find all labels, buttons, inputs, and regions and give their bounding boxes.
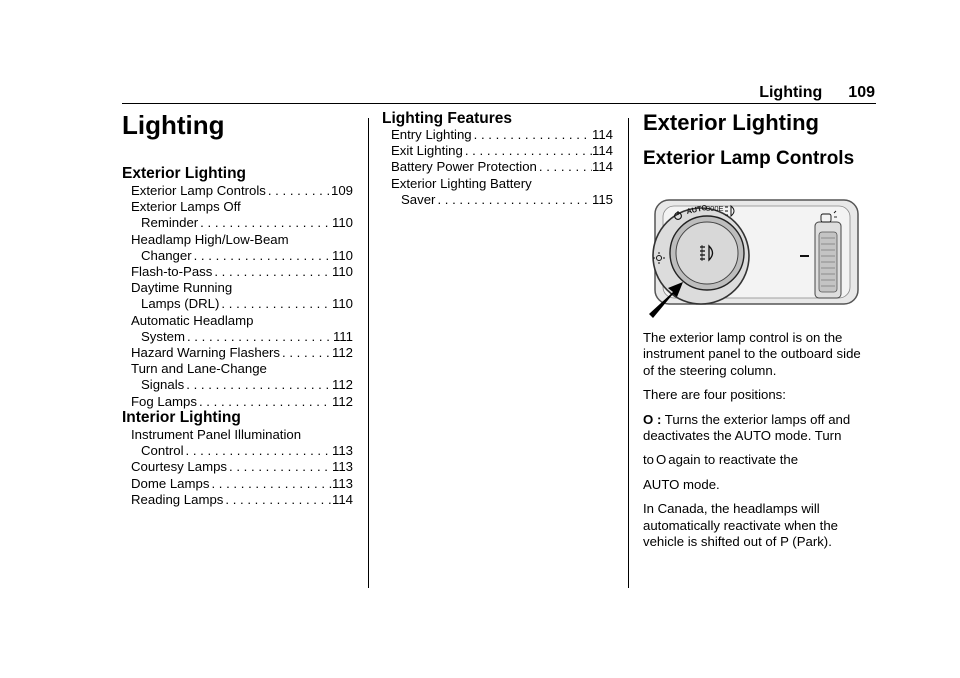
toc-leader-dots (266, 183, 331, 199)
toc-leader-dots (185, 329, 333, 345)
toc-entry[interactable] (131, 427, 353, 459)
body-text (643, 330, 869, 558)
toc-leader-dots (472, 127, 592, 143)
toc-entry[interactable] (131, 345, 353, 361)
toc-entry-page: 115 (591, 191, 613, 207)
toc-leader-dots (463, 143, 592, 159)
toc-entry-page: 113 (331, 475, 353, 491)
toc-leader-dots (192, 248, 332, 264)
toc-leader-dots (212, 264, 332, 280)
running-header (759, 84, 875, 102)
column-divider (628, 118, 629, 588)
toc-entry-page: 110 (331, 247, 353, 263)
toc-entry-page: 112 (331, 393, 353, 409)
toc-entry[interactable] (131, 232, 353, 264)
toc-leader-dots (280, 345, 332, 361)
toc-heading-exterior: Exterior Lighting (122, 165, 246, 182)
colon: : (656, 411, 662, 427)
toc-leader-dots (227, 459, 332, 475)
toc-entry-line1: Turn and Lane-Change (131, 361, 267, 377)
toc-entry-page: 111 (332, 328, 353, 344)
toc-leader-dots (184, 377, 332, 393)
toc-entry[interactable] (391, 127, 613, 143)
toc-entry-line1: Automatic Headlamp (131, 312, 254, 328)
toc-entry[interactable] (131, 183, 353, 199)
toc-entry[interactable] (131, 280, 353, 312)
toc-leader-dots (223, 492, 332, 508)
toc-leader-dots (209, 476, 332, 492)
toc-entry-title: Control (141, 443, 184, 459)
toc-entry-title: Courtesy Lamps (131, 459, 228, 475)
toc-heading-interior: Interior Lighting (122, 409, 241, 426)
header-rule (122, 103, 876, 104)
dial-label-parking: 300E (706, 204, 724, 213)
subsection-title: Exterior Lamp Controls (643, 148, 855, 169)
toc-entry-page: 114 (591, 159, 613, 175)
page-number: 109 (848, 84, 875, 101)
toc-entry-title: Entry Lighting (391, 127, 472, 142)
toc-leader-dots (197, 394, 332, 410)
lamp-control-figure (643, 190, 868, 320)
toc-entry-page: 114 (591, 143, 613, 159)
chapter-title: Lighting (122, 110, 225, 140)
header-section: Lighting (759, 84, 823, 101)
toc-leader-dots (537, 159, 592, 175)
off-symbol-icon: O (643, 411, 654, 427)
toc-entry-page: 114 (331, 491, 353, 507)
paragraph-off (643, 412, 869, 445)
toc-entry-line1: Headlamp High/Low-Beam (131, 231, 289, 247)
toc-entry-page: 113 (331, 443, 353, 459)
toc-entry-title: Reminder (141, 215, 199, 231)
toc-entry-page: 110 (331, 296, 353, 312)
toc-entry-line1: Daytime Running (131, 280, 233, 296)
paragraph-intro: The exterior lamp control is on the instrument panel to the outboard side of the steering column. (643, 330, 861, 378)
toc-entry-title: Hazard Warning Flashers (131, 345, 281, 361)
toc-entry-page: 112 (331, 345, 353, 361)
toc-leader-dots (184, 443, 332, 459)
toc-leader-dots (198, 215, 332, 231)
paragraph-reactivate (643, 452, 869, 468)
toc-entry-title: Battery Power Protection (391, 159, 537, 175)
toc-entry-page: 114 (591, 127, 613, 142)
toc-entry-title: Lamps (DRL) (141, 296, 220, 312)
toc-entry-title: Exterior Lamp Controls (131, 183, 266, 198)
toc-entry-page: 110 (331, 264, 353, 280)
toc-entry[interactable] (131, 361, 353, 393)
toc-exterior-list (131, 183, 353, 410)
toc-entry[interactable] (131, 459, 353, 475)
toc-entry[interactable] (131, 476, 353, 492)
toc-entry-line1: Exterior Lamps Off (131, 199, 241, 215)
section-title: Exterior Lighting (643, 110, 819, 135)
toc-entry-title: Flash-to-Pass (131, 264, 213, 280)
toc-entry-title: Signals (141, 377, 185, 393)
reactivate-text: again to reactivate the (668, 452, 799, 468)
toc-entry[interactable] (391, 143, 613, 159)
toc-entry-title: System (141, 328, 185, 344)
toc-entry-title: Saver (401, 191, 436, 207)
toc-leader-dots (435, 192, 592, 208)
paragraph-positions: There are four positions: (643, 387, 786, 403)
toc-entry-page: 112 (331, 377, 353, 393)
toc-entry[interactable] (391, 176, 613, 208)
dial-label-auto: AUTO (685, 202, 709, 216)
toc-entry-title: Dome Lamps (131, 475, 210, 491)
off-symbol-icon: O (656, 452, 667, 468)
word-to: to (643, 452, 654, 468)
toc-entry-title: Reading Lamps (131, 491, 224, 507)
toc-entry-title: Exit Lighting (391, 143, 463, 159)
toc-heading-features: Lighting Features (382, 110, 513, 127)
off-description: Turns the exterior lamps off and deactivates the AUTO mode. Turn (643, 411, 851, 444)
column-divider (368, 118, 369, 588)
paragraph-canada: In Canada, the headlamps will automatically reactivate when the vehicle is shifted out of P (Park). (643, 501, 838, 550)
toc-entry-title: Changer (141, 247, 192, 263)
toc-features-list (391, 127, 613, 208)
toc-entry[interactable] (131, 313, 353, 345)
toc-interior-list (131, 427, 353, 508)
toc-entry[interactable] (131, 264, 353, 280)
toc-entry-line1: Instrument Panel Illumination (131, 427, 302, 442)
toc-entry-line1: Exterior Lighting Battery (391, 175, 532, 191)
toc-entry-page: 109 (330, 183, 353, 198)
toc-entry[interactable] (391, 159, 613, 175)
toc-entry-page: 110 (331, 215, 353, 231)
toc-entry[interactable] (131, 394, 353, 410)
toc-entry-page: 113 (331, 459, 353, 475)
paragraph-auto-mode: AUTO mode. (643, 476, 720, 492)
toc-entry[interactable] (131, 492, 353, 508)
toc-entry-title: Fog Lamps (131, 393, 197, 409)
toc-entry[interactable] (131, 199, 353, 231)
toc-leader-dots (219, 296, 332, 312)
